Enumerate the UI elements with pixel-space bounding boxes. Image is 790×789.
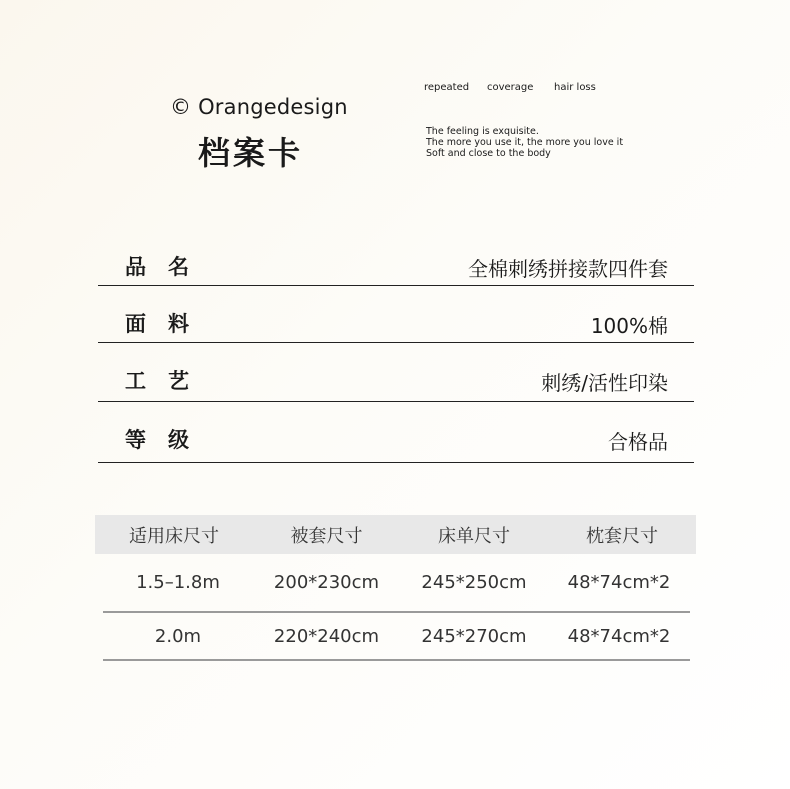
size-table-row: [103, 554, 690, 613]
size-table-header: [95, 515, 696, 554]
size-cell: 220*240cm: [273, 625, 380, 647]
info-value: 100%棉: [590, 314, 668, 338]
info-label: 品名: [125, 255, 211, 279]
info-value: 全棉刺绣拼接款四件套: [468, 257, 668, 281]
brand-name: © Orangedesign: [170, 95, 348, 119]
size-cell: 245*250cm: [421, 572, 527, 593]
size-header-cell: 床单尺寸: [438, 525, 510, 547]
size-header-cell: 枕套尺寸: [586, 525, 658, 547]
info-value: 合格品: [608, 430, 668, 454]
info-label: 等级: [125, 428, 211, 452]
info-label: 工艺: [125, 369, 211, 393]
tag-hair-loss: hair loss: [554, 82, 596, 93]
slogan-line: The feeling is exquisite.: [426, 126, 539, 137]
size-cell: 200*230cm: [273, 572, 380, 593]
slogan: [426, 126, 623, 159]
info-row-fabric: [98, 286, 694, 343]
size-cell: 2.0m: [154, 625, 202, 647]
info-table: [98, 242, 694, 463]
info-row-grade: [98, 402, 694, 463]
size-table-row: [103, 613, 690, 661]
slogan-line: Soft and close to the body: [426, 148, 551, 159]
info-row-name: [98, 242, 694, 286]
tag-coverage: coverage: [487, 82, 534, 93]
size-table: [95, 515, 696, 661]
size-cell: 245*270cm: [421, 625, 527, 647]
info-label: 面料: [125, 312, 211, 336]
card-title: 档案卡: [198, 134, 304, 172]
size-cell: 48*74cm*2: [567, 625, 671, 647]
slogan-line: The more you use it, the more you love it: [426, 137, 624, 148]
size-header-cell: 适用床尺寸: [129, 525, 219, 547]
size-cell: 48*74cm*2: [567, 572, 671, 593]
tag-repeated: repeated: [424, 82, 470, 93]
info-row-craft: [98, 343, 694, 402]
size-header-cell: 被套尺寸: [290, 525, 363, 547]
info-value: 刺绣/活性印染: [541, 371, 668, 395]
size-cell: 1.5–1.8m: [136, 572, 220, 593]
